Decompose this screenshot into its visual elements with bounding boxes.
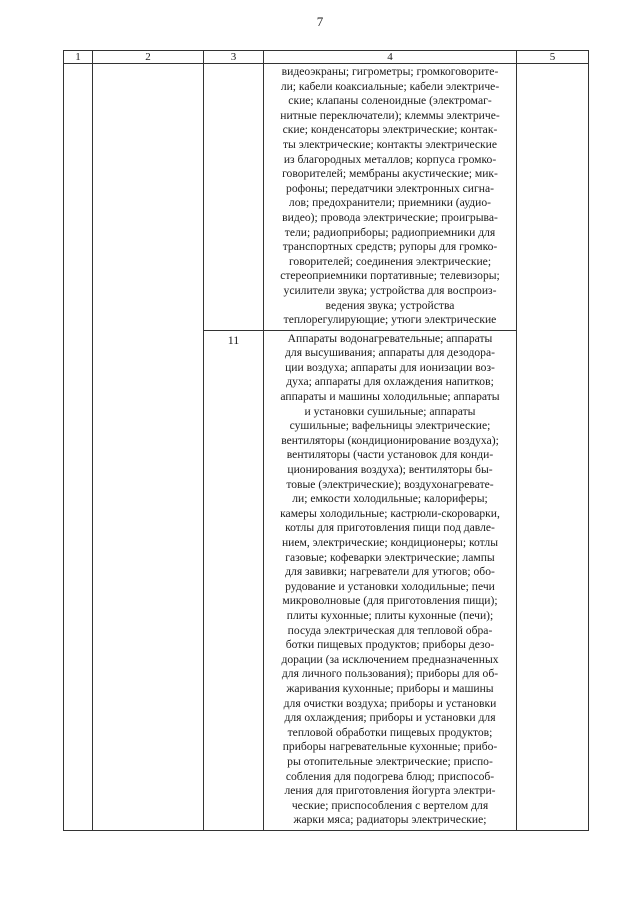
cell-col-2 (93, 64, 204, 831)
header-col-3: 3 (204, 51, 264, 64)
text-line: котлы для приготовления пищи под давле- (285, 521, 495, 535)
text-line: говорителей; соединения электрические; (288, 254, 492, 268)
text-line: для личного пользования); приборы для об- (281, 667, 499, 681)
text-line: для охлаждения; приборы и установки для (284, 711, 496, 725)
text-line: усилители звука; устройства для воспроиз- (283, 283, 497, 297)
text-line: газовые; кофеварки электрические; лампы (285, 550, 495, 564)
text-line: товые (электрические); воздухонагревате- (286, 477, 494, 491)
header-col-5: 5 (517, 51, 589, 64)
text-line: ведения звука; устройства (325, 298, 455, 312)
text-line: ботки пищевых продуктов; приборы дезо- (285, 638, 495, 652)
cell-col-5 (517, 64, 589, 831)
text-line: лов; предохранители; приемники (аудио- (288, 196, 492, 210)
text-line: ции воздуха; аппараты для ионизации воз- (285, 360, 495, 374)
text-line: аппараты и машины холодильные; аппараты (280, 390, 500, 404)
text-line: говорителей; мембраны акустические; мик- (282, 167, 498, 181)
text-line: ли; кабели коаксиальные; кабели электриче- (280, 79, 500, 93)
text-line: камеры холодильные; кастрюли-скороварки, (280, 506, 500, 520)
cell-col-1 (64, 64, 93, 831)
text-line: для завивки; нагреватели для утюгов; обо- (285, 565, 495, 579)
text-line: собления для подогрева блюд; приспособ- (285, 769, 495, 783)
text-line: видеоэкраны; гигрометры; громкоговорите- (281, 65, 499, 78)
header-col-4: 4 (264, 51, 517, 64)
text-line: нием, электрические; кондиционеры; котлы (281, 536, 499, 549)
text-line: транспортных средств; рупоры для громко- (282, 240, 498, 254)
text-line: вентиляторы (части установок для конди- (286, 448, 494, 462)
text-line: рофоны; передатчики электронных сигна- (286, 181, 494, 195)
text-line: ческие; приспособления с вертелом для (291, 798, 489, 812)
text-line: ры отопительные электрические; приспо- (287, 754, 493, 768)
text-line: сушильные; вафельницы электрические; (289, 419, 491, 433)
header-col-2: 2 (93, 51, 204, 64)
class-number-cell (204, 64, 264, 331)
class-number-cell: 11 (204, 330, 264, 830)
text-line: для очистки воздуха; приборы и установки (283, 696, 497, 710)
text-line: ления для приготовления йогурта электри- (284, 784, 496, 798)
page-number: 7 (316, 14, 324, 29)
text-line: вентиляторы (кондиционирование воздуха); (281, 433, 499, 447)
text-line: ские; конденсаторы электрические; контак- (282, 123, 498, 137)
text-line: теплорегулирующие; утюги электрические (283, 313, 497, 327)
goods-classification-table (63, 50, 589, 831)
text-line: духа; аппараты для охлаждения напитков; (286, 375, 494, 389)
text-line: для высушивания; аппараты для дезодора- (285, 346, 495, 360)
goods-list-cell (264, 330, 517, 830)
text-line: микроволновые (для приготовления пищи); (282, 594, 498, 608)
text-line: посуда электрическая для тепловой обра- (287, 623, 493, 637)
text-line: ционирования воздуха); вентиляторы бы- (287, 463, 493, 477)
text-line: видео); провода электрические; проигрыва- (282, 210, 498, 224)
text-line: ты электрические; контакты электрические (282, 137, 498, 151)
text-line: нитные переключатели); клеммы электриче- (280, 108, 500, 122)
text-line: из благородных металлов; корпуса громко- (283, 152, 497, 166)
text-line: жарки мяса; радиаторы электрические; (293, 813, 487, 827)
text-line: стереоприемники портативные; телевизоры; (280, 269, 500, 283)
text-line: жаривания кухонные; приборы и машины (286, 681, 494, 695)
text-line: приборы нагревательные кухонные; прибо- (282, 740, 498, 754)
text-line: и установки сушильные; аппараты (304, 404, 476, 418)
text-line: тепловой обработки пищевых продуктов; (287, 725, 493, 739)
text-line: ли; емкости холодильные; калориферы; (292, 492, 488, 506)
text-line: плиты кухонные; плиты кухонные (печи); (286, 608, 494, 622)
table-row (64, 64, 589, 331)
header-col-1: 1 (64, 51, 93, 64)
text-line: ские; клапаны соленоидные (электромаг- (288, 94, 492, 108)
text-line: Аппараты водонагревательные; аппараты (287, 331, 493, 345)
header-row (64, 51, 589, 64)
text-line: рудование и установки холодильные; печи (285, 579, 495, 593)
text-line: тели; радиоприборы; радиоприемники для (284, 225, 496, 239)
goods-list-cell (264, 64, 517, 331)
text-line: дорации (за исключением предназначенных (281, 652, 499, 666)
